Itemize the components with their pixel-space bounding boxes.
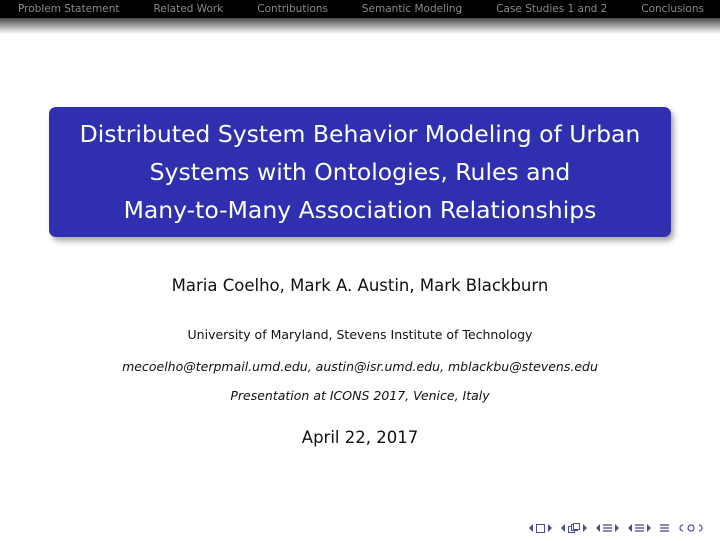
section-prev-icon[interactable] <box>596 524 601 532</box>
nav-item-conclusions[interactable]: Conclusions <box>641 3 704 15</box>
nav-item-semantic-modeling[interactable]: Semantic Modeling <box>361 3 463 15</box>
frame-prev-icon[interactable] <box>529 524 534 532</box>
section-icon <box>603 523 612 533</box>
subsection-prev-icon[interactable] <box>561 524 566 532</box>
authors: Maria Coelho, Mark A. Austin, Mark Blackburn <box>171 276 549 295</box>
affiliation: University of Maryland, Stevens Institute of Technology <box>187 327 533 342</box>
frame-icon <box>536 524 545 533</box>
nav-item-related-work[interactable]: Related Work <box>153 3 224 15</box>
navigation-bar <box>0 0 720 18</box>
date: April 22, 2017 <box>301 428 419 447</box>
subsection-nav[interactable] <box>561 523 587 533</box>
slide-next-icon[interactable] <box>646 524 651 532</box>
title-line-3: Many-to-Many Association Relationships <box>123 196 597 224</box>
title-box <box>49 107 671 237</box>
title-line-2: Systems with Ontologies, Rules and <box>149 158 571 186</box>
slide-icon <box>635 523 644 533</box>
align-icon[interactable] <box>660 523 669 533</box>
slide-title <box>60 115 660 229</box>
search-icon[interactable] <box>678 523 704 533</box>
nav-item-case-studies[interactable]: Case Studies 1 and 2 <box>496 3 608 15</box>
emails: mecoelho@terpmail.umd.edu, austin@isr.umd.edu, mblackbu@stevens.edu <box>122 359 598 374</box>
subsection-next-icon[interactable] <box>582 524 587 532</box>
nav-item-problem-statement[interactable]: Problem Statement <box>18 3 120 15</box>
subsection-icon <box>568 523 580 533</box>
nav-item-contributions[interactable]: Contributions <box>257 3 328 15</box>
frame-nav[interactable] <box>529 524 552 533</box>
section-next-icon[interactable] <box>614 524 619 532</box>
frame-next-icon[interactable] <box>547 524 552 532</box>
slide-prev-icon[interactable] <box>628 524 633 532</box>
slide-nav[interactable] <box>628 523 651 533</box>
navigation-controls <box>529 523 704 533</box>
title-line-1: Distributed System Behavior Modeling of Urban <box>79 120 641 148</box>
presentation-venue: Presentation at ICONS 2017, Venice, Italy <box>230 388 490 403</box>
section-nav[interactable] <box>596 523 619 533</box>
